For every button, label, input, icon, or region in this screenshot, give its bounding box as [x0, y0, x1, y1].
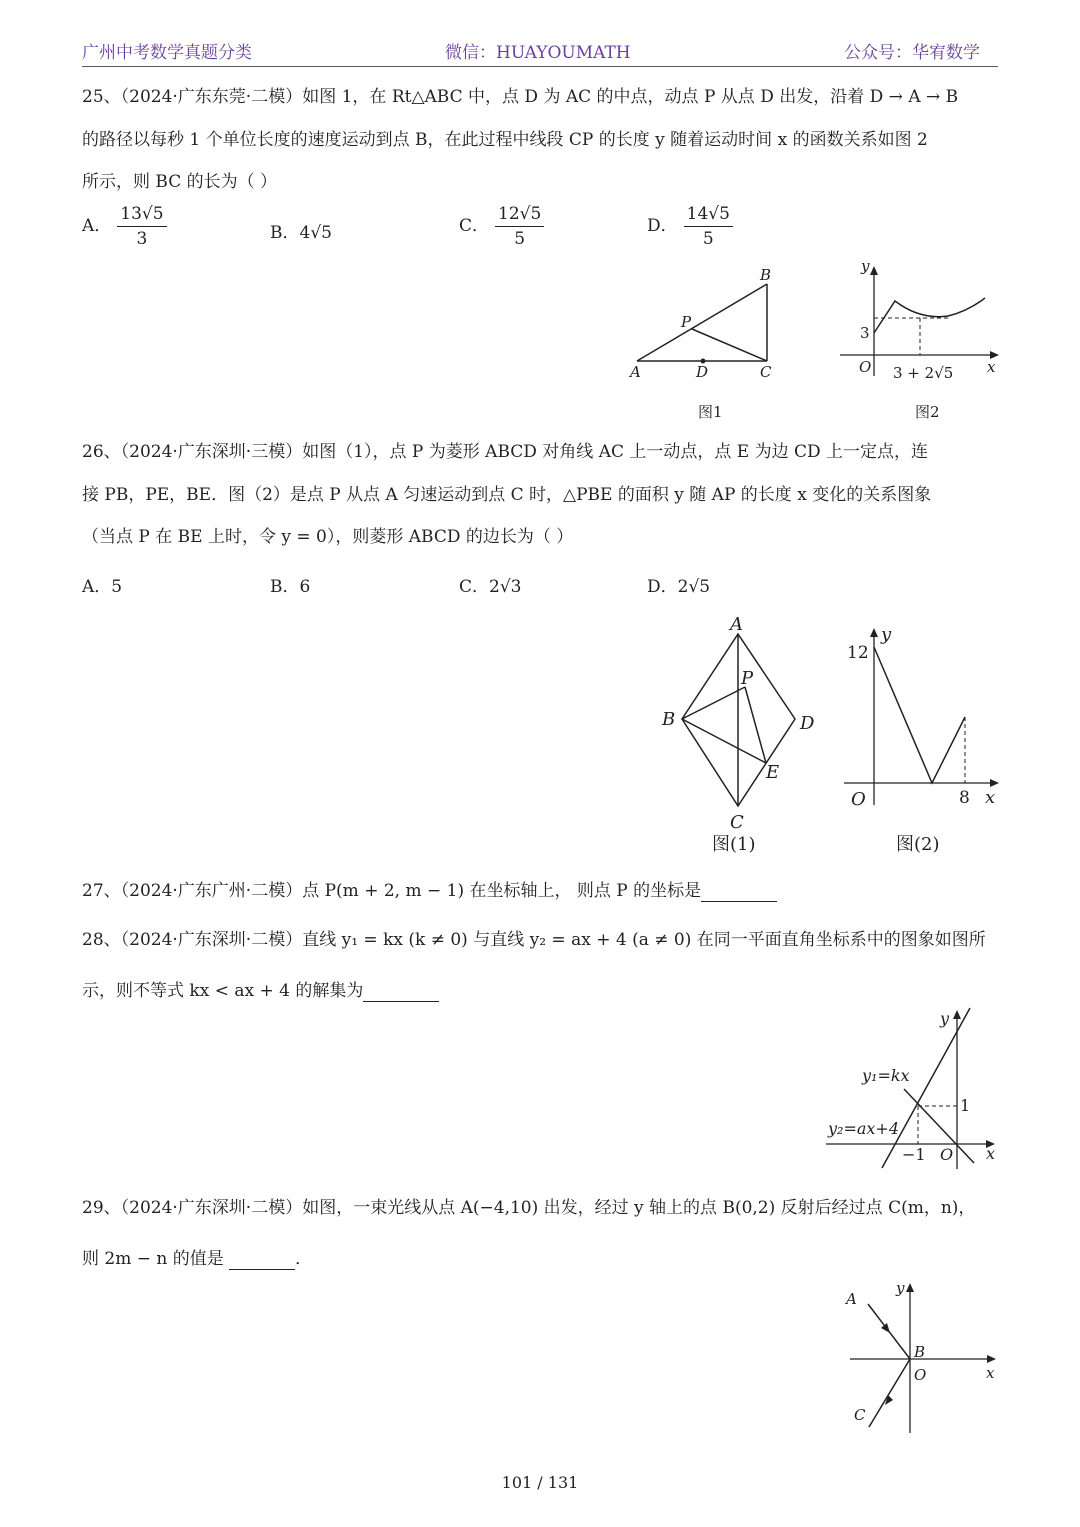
- q28-fig-origin: O: [940, 1145, 954, 1164]
- q28-line1: 28、（2024·广东深圳·二模）直线 y₁ = kx (k ≠ 0) 与直线 y₂ = ax + 4 (a ≠ 0) 在同一平面直角坐标系中的图象如图所: [82, 930, 986, 950]
- q25-option-c[interactable]: C． $\frac{12√5}{5}$: [459, 204, 544, 249]
- q29-fig-label-b: B: [914, 1343, 926, 1361]
- q26-fig1-label-a: A: [730, 614, 743, 635]
- q25-fig2-axis-y: y: [861, 258, 870, 275]
- q29-answer-blank[interactable]: [229, 1249, 295, 1270]
- q25-fig2-origin: O: [859, 358, 872, 376]
- q25-option-a-fraction: $\frac{13√5}{3}$: [117, 204, 166, 249]
- q25-fig1-caption: 图1: [698, 403, 723, 421]
- q26-option-a[interactable]: A．5: [82, 577, 123, 597]
- q29-fig-axis-y: y: [896, 1279, 905, 1297]
- q28-line2: 示，则不等式 kx < ax + 4 的解集为: [82, 976, 439, 1002]
- q26-option-c[interactable]: C．2√3: [459, 577, 522, 597]
- q29-figure-reflection: [840, 1275, 1005, 1440]
- q26-fig1-caption: 图(1): [712, 834, 756, 855]
- q29-fig-label-a: A: [846, 1290, 857, 1308]
- q25-fig2-tick-y: 3: [860, 324, 870, 342]
- q28-fig-line1-label: y₁=kx: [862, 1066, 910, 1085]
- q25-fig2-tick-x: 3 + 2√5: [893, 364, 954, 382]
- q25-fig1-label-p: P: [681, 313, 692, 331]
- q26-fig1-label-c: C: [730, 812, 744, 833]
- q26-fig2-axis-y: y: [881, 624, 892, 645]
- q25-option-c-fraction: $\frac{12√5}{5}$: [495, 204, 544, 249]
- q26-fig1-label-e: E: [766, 762, 780, 783]
- q26-fig2-tick-y: 12: [847, 643, 869, 663]
- header-account: 公众号：华宥数学: [844, 43, 980, 63]
- q25-option-d-fraction: $\frac{14√5}{5}$: [684, 204, 733, 249]
- q28-fig-tick-x: −1: [902, 1145, 926, 1164]
- q29-line2: 则 2m − n 的值是 ．: [82, 1249, 313, 1269]
- q27-answer-blank[interactable]: [701, 881, 777, 902]
- q26-line2: 接 PB，PE，BE．图（2）是点 P 从点 A 匀速运动到点 C 时，△PBE 的面积 y 随 AP 的长度 x 变化的关系图象: [82, 485, 932, 505]
- q25-line2: 的路径以每秒 1 个单位长度的速度运动到点 B，在此过程中线段 CP 的长度 y 随着运动时间 x 的函数关系如图 2: [82, 130, 928, 150]
- q25-figure1-triangle: [620, 262, 790, 427]
- q26-figure1-rhombus: [650, 612, 830, 862]
- q25-figure2-graph: [835, 258, 1005, 427]
- q28-fig-line2-label: y₂=ax+4: [828, 1119, 900, 1138]
- q26-fig2-tick-x: 8: [959, 788, 970, 808]
- q26-line3: （当点 P 在 BE 上时，令 y = 0），则菱形 ABCD 的边长为（ ）: [82, 527, 574, 547]
- q25-line1: 25、（2024·广东东莞·二模）如图 1，在 Rt△ABC 中，点 D 为 AC 的中点，动点 P 从点 D 出发，沿着 D → A → B: [82, 87, 959, 107]
- q28-fig-axis-x: x: [986, 1144, 996, 1163]
- q25-fig2-axis-x: x: [987, 358, 996, 376]
- q27-line: 27、（2024·广东广州·二模）点 P(m + 2, m − 1) 在坐标轴上， 则点 P 的坐标是: [82, 876, 777, 902]
- q25-line3: 所示，则 BC 的长为（ ）: [82, 172, 278, 192]
- q25-fig1-label-c: C: [760, 363, 772, 381]
- page-number: 101 / 131: [501, 1473, 579, 1492]
- q25-option-b[interactable]: B．4√5: [270, 223, 332, 243]
- q26-line1: 26、（2024·广东深圳·三模）如图（1），点 P 为菱形 ABCD 对角线 AC 上一动点，点 E 为边 CD 上一定点，连: [82, 442, 929, 462]
- q29-fig-label-c: C: [854, 1406, 866, 1424]
- q26-fig2-caption: 图(2): [896, 834, 940, 855]
- header-wechat: 微信：HUAYOUMATH: [445, 43, 631, 63]
- page-header: [82, 36, 998, 67]
- q28-answer-blank[interactable]: [363, 981, 439, 1002]
- q25-fig2-caption: 图2: [915, 403, 940, 421]
- q26-fig2-axis-x: x: [985, 787, 996, 808]
- q28-figure-graph: [822, 1004, 1002, 1174]
- q25-fig1-label-d: D: [696, 363, 709, 381]
- q26-fig1-label-b: B: [662, 709, 676, 730]
- q28-fig-axis-y: y: [940, 1009, 950, 1028]
- q26-figure2-graph: [838, 620, 1008, 862]
- q25-fig1-label-a: A: [630, 363, 641, 381]
- q26-option-b[interactable]: B．6: [270, 577, 311, 597]
- q25-option-d[interactable]: D． $\frac{14√5}{5}$: [647, 204, 733, 249]
- q29-fig-axis-x: x: [986, 1364, 995, 1382]
- q26-option-d[interactable]: D．2√5: [647, 577, 711, 597]
- q26-fig1-label-p: P: [741, 668, 754, 689]
- q29-line1: 29、（2024·广东深圳·二模）如图，一束光线从点 A(−4,10) 出发，经过 y 轴上的点 B(0,2) 反射后经过点 C(m，n)，: [82, 1198, 976, 1218]
- q25-fig1-label-b: B: [760, 266, 772, 284]
- header-left-title: 广州中考数学真题分类: [82, 43, 252, 63]
- q28-fig-tick-y: 1: [960, 1096, 971, 1115]
- q26-fig2-origin: O: [851, 789, 866, 810]
- q25-option-a[interactable]: A． $\frac{13√5}{3}$: [82, 204, 167, 249]
- q26-fig1-label-d: D: [800, 713, 815, 734]
- q29-fig-origin: O: [914, 1366, 927, 1384]
